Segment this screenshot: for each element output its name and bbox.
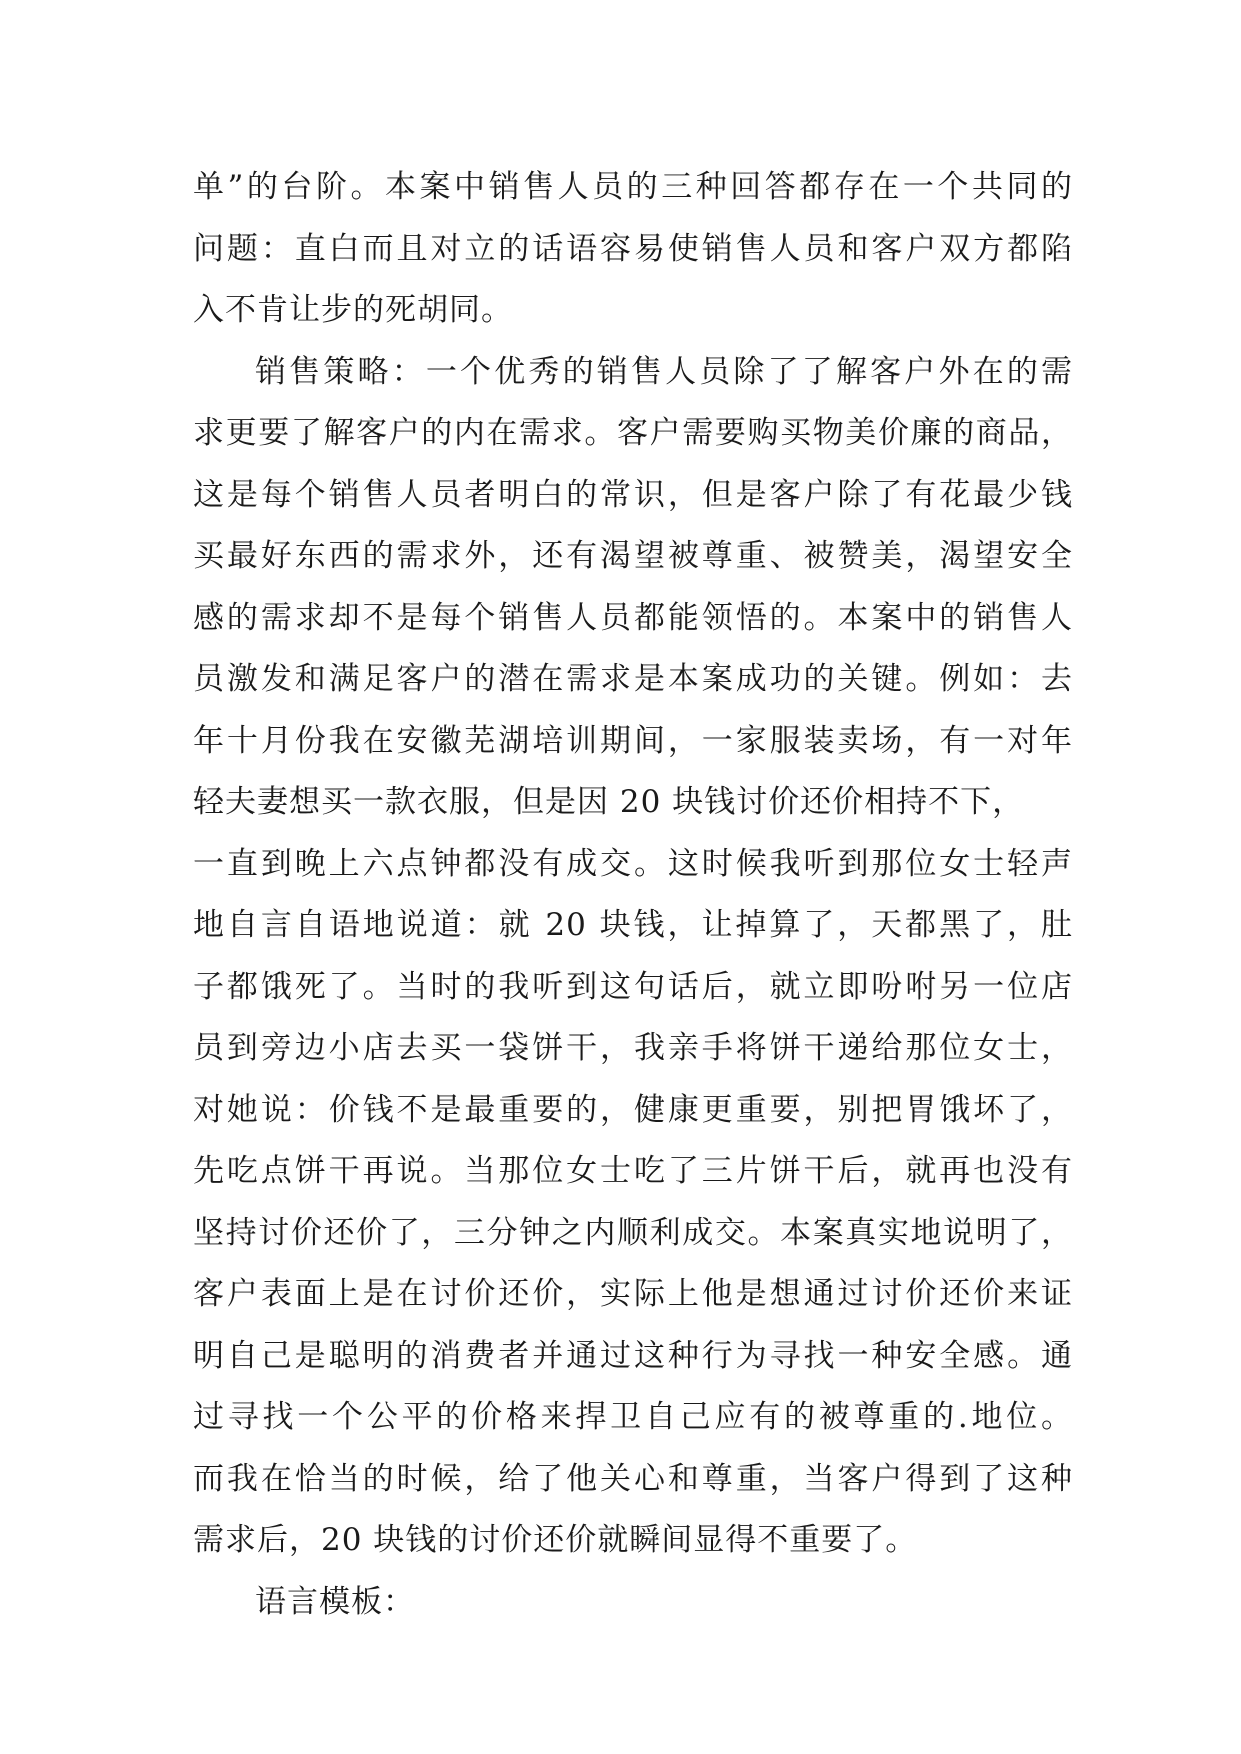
text-line: 一直到晚上六点钟都没有成交。这时候我听到那位女士轻声 xyxy=(193,845,1073,882)
document-body xyxy=(193,157,1073,1633)
text-line: 先吃点饼干再说。当那位女士吃了三片饼干后，就再也没有 xyxy=(193,1153,1073,1189)
text-line: 入不肯让步的死胡同。 xyxy=(193,292,513,328)
text-line: 感的需求却不是每个销售人员都能领悟的。本案中的销售人 xyxy=(193,599,1073,636)
text-line: 地自言自语地说道：就 20 块钱，让掉算了，天都黑了，肚 xyxy=(193,907,1073,943)
text-line: 坚持讨价还价了，三分钟之内顺利成交。本案真实地说明了， xyxy=(193,1214,1073,1251)
text-line: 员激发和满足客户的潜在需求是本案成功的关键。例如：去 xyxy=(193,661,1073,697)
text-line: 对她说：价钱不是最重要的，健康更重要，别把胃饿坏了， xyxy=(193,1091,1073,1128)
text-line: 轻夫妻想买一款衣服，但是因 20 块钱讨价还价相持不下， xyxy=(193,784,1025,820)
text-line: 员到旁边小店去买一袋饼干，我亲手将饼干递给那位女士， xyxy=(193,1030,1073,1066)
text-line: 这是每个销售人员者明白的常识，但是客户除了有花最少钱 xyxy=(193,476,1073,513)
text-line: 子都饿死了。当时的我听到这句话后，就立即吩咐另一位店 xyxy=(193,968,1073,1005)
text-line: 问题：直白而且对立的话语容易使销售人员和客户双方都陷 xyxy=(193,230,1073,267)
text-line: 客户表面上是在讨价还价，实际上他是想通过讨价还价来证 xyxy=(193,1276,1073,1312)
text-line: 而我在恰当的时候，给了他关心和尊重，当客户得到了这种 xyxy=(193,1460,1073,1497)
text-line: 销售策略：一个优秀的销售人员除了了解客户外在的需 xyxy=(255,353,1073,390)
text-line: 买最好东西的需求外，还有渴望被尊重、被赞美，渴望安全 xyxy=(193,538,1073,574)
text-line: 求更要了解客户的内在需求。客户需要购买物美价廉的商品， xyxy=(193,415,1073,451)
text-line: 语言模板： xyxy=(255,1583,415,1620)
text-line: 需求后，20 块钱的讨价还价就瞬间显得不重要了。 xyxy=(193,1522,918,1558)
text-line: 单”的台阶。本案中销售人员的三种回答都存在一个共同的 xyxy=(193,169,1073,205)
text-line: 过寻找一个公平的价格来捍卫自己应有的被尊重的.地位。 xyxy=(193,1399,1073,1435)
text-line: 明自己是聪明的消费者并通过这种行为寻找一种安全感。通 xyxy=(193,1337,1073,1374)
text-line: 年十月份我在安徽芜湖培训期间，一家服装卖场，有一对年 xyxy=(193,722,1073,759)
